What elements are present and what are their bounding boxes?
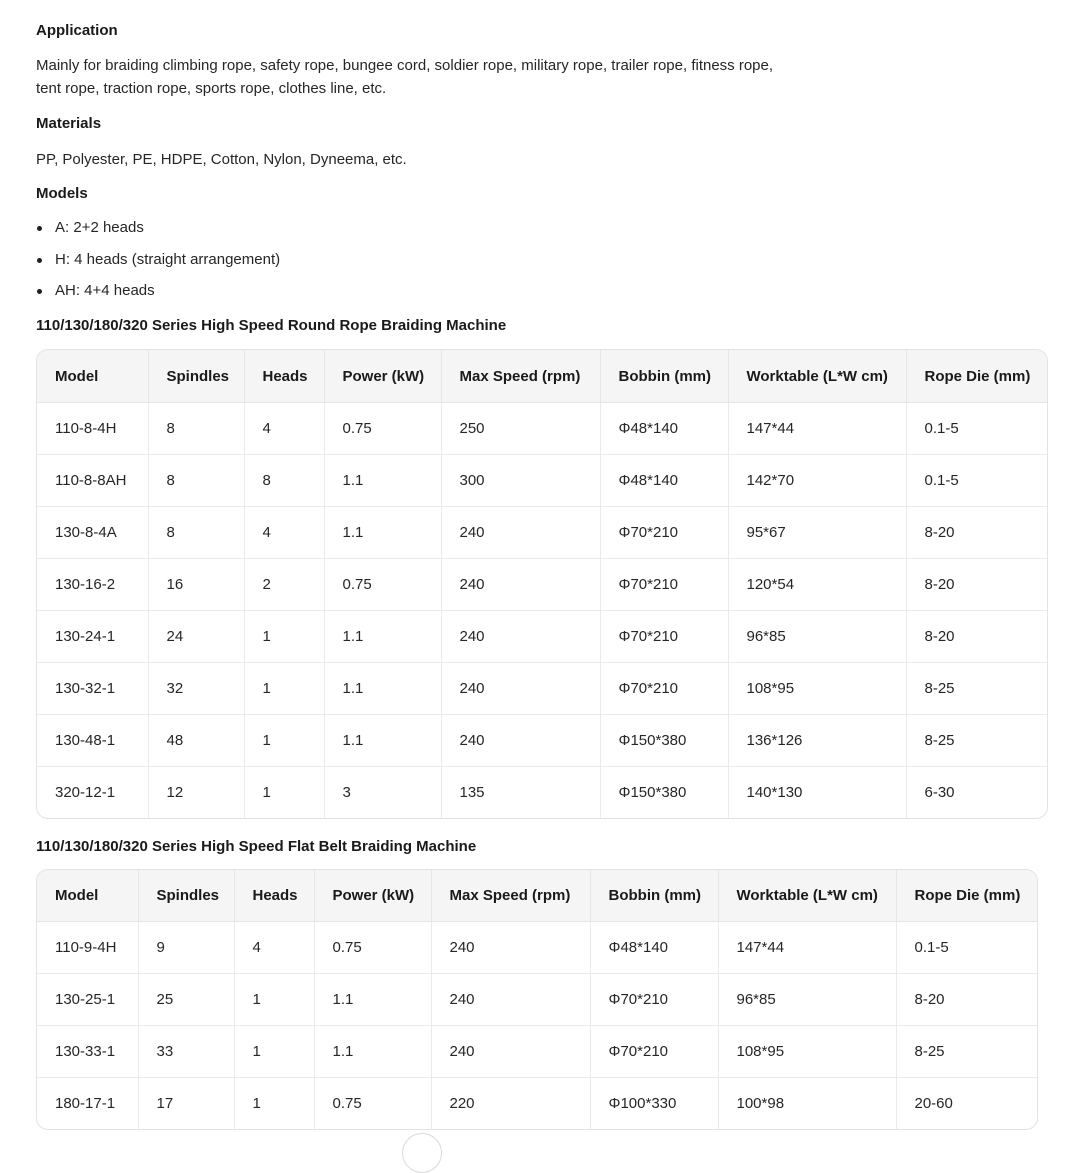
table-cell: 0.75: [314, 1078, 431, 1130]
table-cell: Φ150*380: [600, 767, 728, 819]
table-row: [37, 611, 1047, 663]
table-cell: 110-8-8AH: [37, 455, 148, 507]
column-header: Spindles: [148, 350, 244, 403]
table-cell: 1.1: [324, 715, 441, 767]
table-cell: 32: [148, 663, 244, 715]
column-header: Max Speed (rpm): [431, 870, 590, 922]
table-cell: 1.1: [324, 455, 441, 507]
column-header: Bobbin (mm): [590, 870, 718, 922]
round-table-grid: [37, 350, 1047, 818]
table-cell: 100*98: [718, 1078, 896, 1130]
table-header-row: [37, 870, 1037, 922]
table-cell: 1: [234, 974, 314, 1026]
table-cell: 240: [441, 507, 600, 559]
table-cell: 108*95: [728, 663, 906, 715]
column-header: Heads: [244, 350, 324, 403]
table-cell: 147*44: [718, 922, 896, 974]
table-cell: 0.75: [314, 922, 431, 974]
column-header: Model: [37, 350, 148, 403]
table-cell: 96*85: [728, 611, 906, 663]
table-cell: Φ70*210: [590, 1026, 718, 1078]
table-row: [37, 559, 1047, 611]
table-cell: 130-25-1: [37, 974, 138, 1026]
flat-belt-table: [36, 869, 1038, 1130]
table-cell: 8-25: [896, 1026, 1037, 1078]
table-cell: Φ70*210: [590, 974, 718, 1026]
table-cell: Φ48*140: [600, 403, 728, 455]
column-header: Power (kW): [314, 870, 431, 922]
table-cell: 1.1: [324, 611, 441, 663]
table-cell: 9: [138, 922, 234, 974]
column-header: Heads: [234, 870, 314, 922]
table-cell: 6-30: [924, 784, 955, 801]
table-row: [37, 974, 1037, 1026]
application-text: [36, 54, 773, 100]
models-heading: Models: [36, 185, 88, 202]
table-cell: Φ150*380: [600, 715, 728, 767]
table-cell: 1: [244, 663, 324, 715]
table-header-row: [37, 350, 1047, 403]
table-cell: 1: [234, 1026, 314, 1078]
table-cell: 130-33-1: [37, 1026, 138, 1078]
column-header: Rope Die (mm): [906, 350, 1047, 403]
table-cell: 1.1: [314, 1026, 431, 1078]
table-cell: 33: [138, 1026, 234, 1078]
table-cell: Φ70*210: [600, 663, 728, 715]
table-cell: 95*67: [728, 507, 906, 559]
table-cell: 1.1: [324, 663, 441, 715]
table-cell: 20-60: [914, 1095, 953, 1112]
table-cell: 0.75: [324, 559, 441, 611]
table-cell: 1: [244, 715, 324, 767]
column-header: Bobbin (mm): [600, 350, 728, 403]
table-cell: 240: [431, 1026, 590, 1078]
table-cell: 240: [431, 974, 590, 1026]
application-line-1: Mainly for braiding climbing rope, safety rope, bungee cord, soldier rope, military rope, trailer rope, fitness rope,: [36, 57, 774, 74]
column-header: Power (kW): [324, 350, 441, 403]
column-header: Worktable (L*W cm): [718, 870, 896, 922]
table-cell: 130-48-1: [37, 715, 148, 767]
table-cell: 220: [431, 1078, 590, 1130]
table-row: [37, 922, 1037, 974]
table-cell: 1: [234, 1078, 314, 1130]
table-cell: 240: [431, 922, 590, 974]
table-cell: 147*44: [728, 403, 906, 455]
table-row: [37, 1078, 1037, 1130]
round-rope-table: [36, 349, 1048, 819]
table-cell: 0.75: [324, 403, 441, 455]
table-cell: 240: [441, 611, 600, 663]
table-cell: 120*54: [728, 559, 906, 611]
table-cell: 136*126: [728, 715, 906, 767]
column-header: Worktable (L*W cm): [728, 350, 906, 403]
table-cell: 240: [441, 559, 600, 611]
table-cell: 16: [148, 559, 244, 611]
table-cell: 24: [148, 611, 244, 663]
table-cell: 130-16-2: [37, 559, 148, 611]
table-cell: 8: [148, 507, 244, 559]
table-cell: 300: [441, 455, 600, 507]
column-header: Spindles: [138, 870, 234, 922]
table-cell: Φ70*210: [600, 611, 728, 663]
scroll-to-bottom-button[interactable]: [402, 1133, 442, 1173]
table-cell: 2: [244, 559, 324, 611]
list-item: AH: 4+4 heads: [36, 281, 280, 313]
table-cell: 110-9-4H: [37, 922, 138, 974]
table-cell: 25: [138, 974, 234, 1026]
flat-table-title: 110/130/180/320 Series High Speed Flat Belt Braiding Machine: [36, 838, 477, 855]
table-cell: 110-8-4H: [37, 403, 148, 455]
table-cell: 48: [148, 715, 244, 767]
table-cell: 8: [148, 455, 244, 507]
table-cell: 240: [441, 663, 600, 715]
table-cell: 8-20: [896, 974, 1037, 1026]
table-row: [37, 663, 1047, 715]
table-cell: 8-20: [906, 507, 1047, 559]
table-cell: 3: [324, 767, 441, 819]
table-row: [37, 455, 1047, 507]
table-cell: 8-20: [906, 611, 1047, 663]
table-cell: 17: [138, 1078, 234, 1130]
table-cell: Φ48*140: [590, 922, 718, 974]
application-line-2: tent rope, traction rope, sports rope, clothes line, etc.: [36, 80, 387, 97]
materials-heading: Materials: [36, 115, 102, 132]
table-cell: 320-12-1: [37, 767, 148, 819]
table-cell: 4: [234, 922, 314, 974]
table-cell: 0.1-5: [906, 455, 1047, 507]
column-header: Max Speed (rpm): [441, 350, 600, 403]
round-table-title: 110/130/180/320 Series High Speed Round Rope Braiding Machine: [36, 317, 507, 334]
table-row: [37, 767, 1047, 819]
table-cell: Φ48*140: [600, 455, 728, 507]
application-heading: Application: [36, 22, 118, 39]
table-cell: 8: [148, 403, 244, 455]
table-row: [37, 1026, 1037, 1078]
table-cell: 130-24-1: [37, 611, 148, 663]
table-cell: Φ70*210: [600, 559, 728, 611]
table-row: [37, 715, 1047, 767]
table-cell: 250: [441, 403, 600, 455]
table-cell: 96*85: [718, 974, 896, 1026]
table-cell: 4: [244, 403, 324, 455]
table-cell: 1.1: [314, 974, 431, 1026]
list-item: H: 4 heads (straight arrangement): [36, 250, 280, 282]
table-cell: 1: [244, 767, 324, 819]
table-cell: 8-20: [906, 559, 1047, 611]
table-cell: 4: [244, 507, 324, 559]
table-cell: 0.1-5: [906, 403, 1047, 455]
table-cell: 130-8-4A: [37, 507, 148, 559]
table-row: [37, 403, 1047, 455]
table-cell: 130-32-1: [37, 663, 148, 715]
table-cell: Φ70*210: [600, 507, 728, 559]
table-cell: 108*95: [718, 1026, 896, 1078]
table-cell: 12: [148, 767, 244, 819]
table-cell: 0.1-5: [896, 922, 1037, 974]
table-cell: 8-25: [906, 663, 1047, 715]
table-cell: 8: [244, 455, 324, 507]
table-cell: 240: [441, 715, 600, 767]
column-header: Model: [37, 870, 138, 922]
table-cell: 1: [244, 611, 324, 663]
table-cell: 140*130: [728, 767, 906, 819]
list-item: A: 2+2 heads: [36, 218, 280, 250]
table-cell: 8-25: [906, 715, 1047, 767]
flat-table-grid: [37, 870, 1037, 1129]
table-cell: 135: [441, 767, 600, 819]
materials-text: PP, Polyester, PE, HDPE, Cotton, Nylon, Dyneema, etc.: [36, 151, 407, 168]
table-row: [37, 507, 1047, 559]
column-header: Rope Die (mm): [896, 870, 1037, 922]
table-cell: 180-17-1: [37, 1078, 138, 1130]
models-list: [36, 218, 280, 313]
table-cell: 142*70: [728, 455, 906, 507]
table-cell: 1.1: [324, 507, 441, 559]
table-cell: Φ100*330: [590, 1078, 718, 1130]
